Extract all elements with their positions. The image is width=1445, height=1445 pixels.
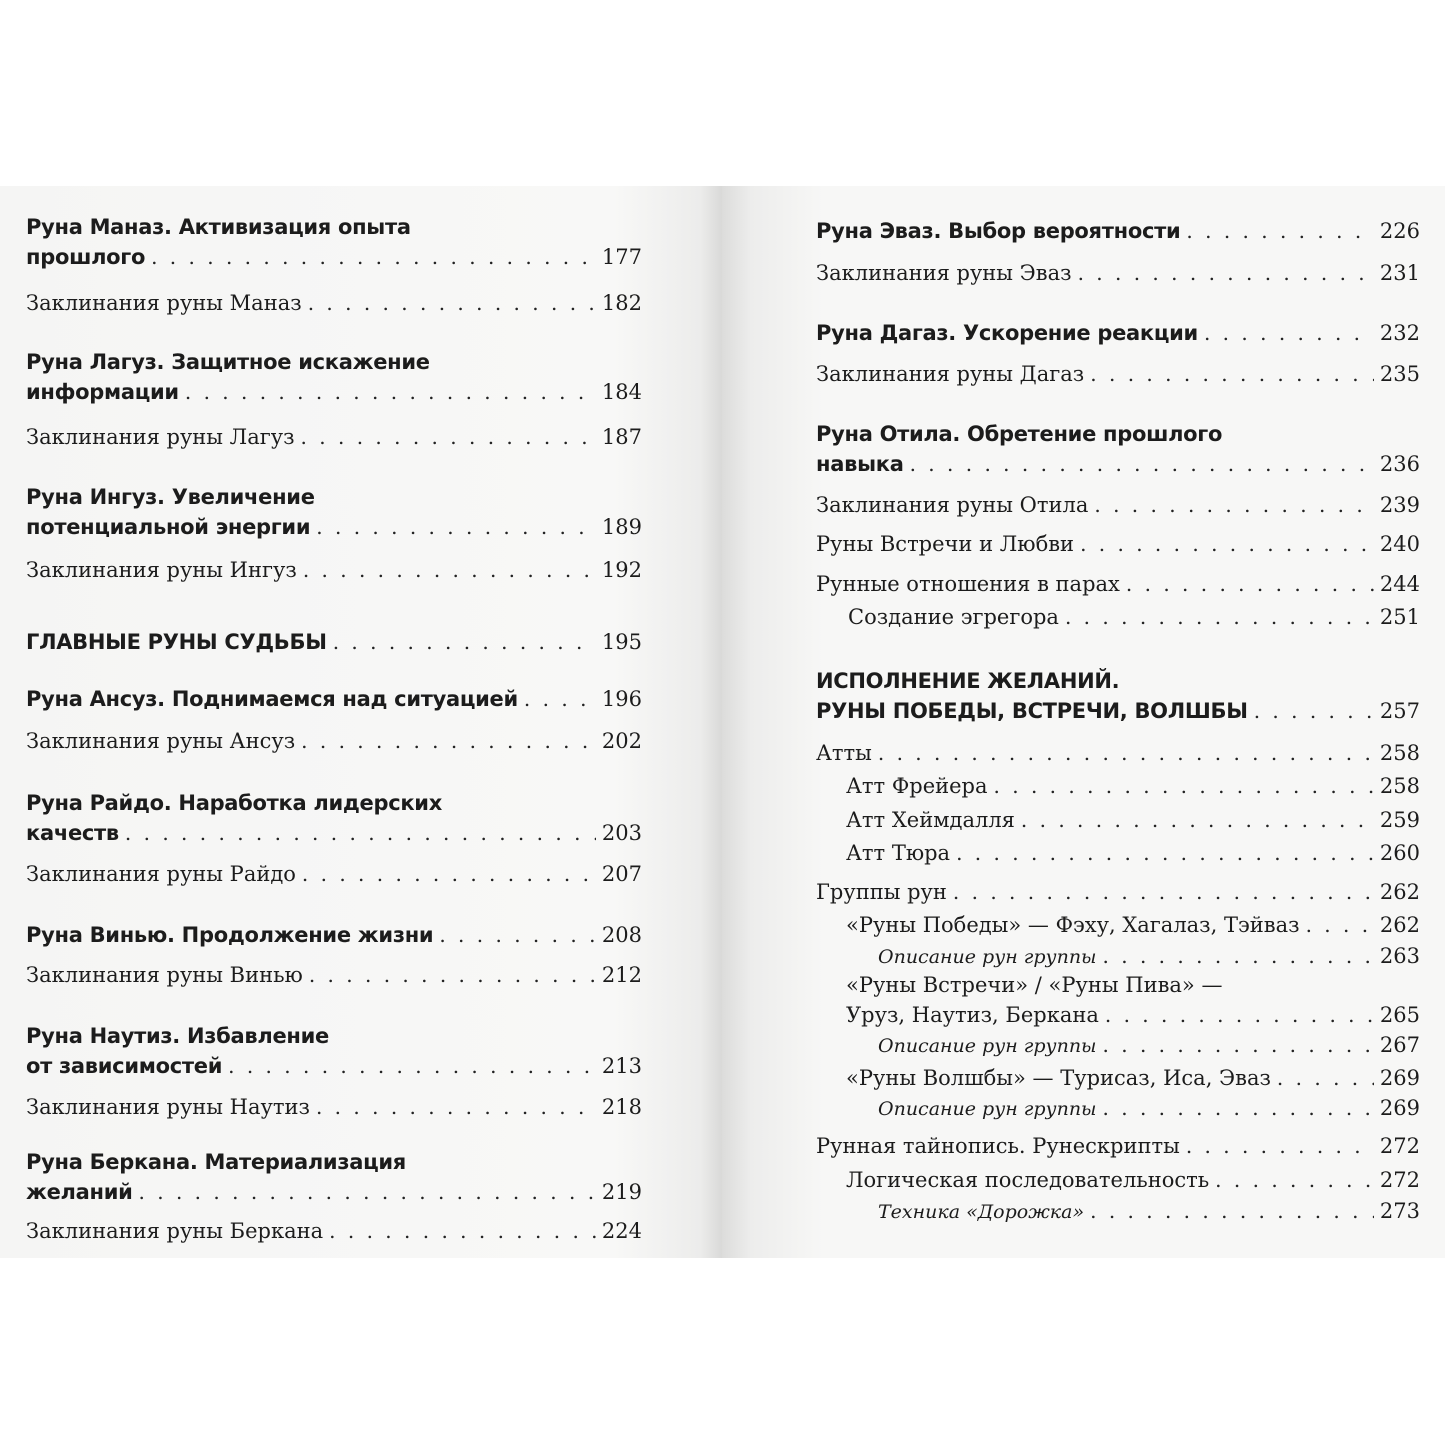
dot-leader [139,1177,596,1207]
dot-leader [1254,696,1374,726]
dot-leader [329,1216,596,1246]
toc-page-number: 251 [1379,605,1420,629]
toc-entry-title: навыка [816,452,904,476]
toc-entry [816,738,1420,768]
toc-entry-title: качеств [26,821,119,845]
dot-leader [301,422,596,452]
toc-entry-title: Руна Дагаз. Ускорение реакции [816,321,1198,345]
dot-leader [1306,910,1374,940]
toc-entry-title: желаний [26,1180,133,1204]
toc-page-number: 258 [1379,774,1420,798]
toc-entry [816,1131,1420,1161]
dot-leader [1080,529,1374,559]
toc-entry-title: Заклинания руны Маназ [26,291,302,315]
toc-page-number: 262 [1379,880,1420,904]
toc-page-number: 257 [1379,699,1420,723]
toc-entry [26,920,642,950]
toc-entry [26,1092,642,1122]
toc-entry-title: Руна Наутиз. Избавление [26,1024,329,1048]
toc-entry [26,1216,642,1246]
toc-page-number: 224 [601,1219,642,1243]
toc-entry [846,805,1420,835]
toc-entry-title: информации [26,380,179,404]
toc-entry [816,877,1420,907]
toc-entry-title: Создание эгрегора [848,605,1059,629]
toc-entry-title: «Руны Встречи» / «Руны Пива» — [846,973,1223,997]
toc-entry [26,347,642,407]
toc-entry [26,859,642,889]
dot-leader [956,838,1374,868]
toc-entry [846,771,1420,801]
toc-page-number: 213 [601,1054,642,1078]
toc-entry [816,258,1420,288]
toc-page-number: 182 [601,291,642,315]
toc-entry [26,627,642,657]
toc-entry-title: Заклинания руны Отила [816,493,1089,517]
toc-page-number: 226 [1379,219,1420,243]
toc-entry-title: Заклинания руны Ансуз [26,729,296,753]
toc-entry [26,212,642,272]
toc-entry [816,318,1420,348]
toc-entry [26,788,642,848]
toc-page-number: 219 [601,1180,642,1204]
dot-leader [1186,216,1374,246]
toc-entry-title: Описание рун группы [878,946,1097,968]
toc-entry-title: Логическая последовательность [846,1168,1210,1192]
toc-entry-title: «Руны Волшбы» — Турисаз, Иса, Эваз [846,1066,1271,1090]
toc-entry-title: Заклинания руны Эваз [816,261,1072,285]
toc-entry-title: Руна Беркана. Материализация [26,1150,406,1174]
dot-leader [309,960,596,990]
toc-entry-title: Атт Хеймдалля [846,808,1015,832]
dot-leader [1094,490,1374,520]
toc-entry-title: ИСПОЛНЕНИЕ ЖЕЛАНИЙ. [816,669,1120,693]
toc-page-number: 203 [601,821,642,845]
toc-page-number: 231 [1379,261,1420,285]
toc-page-number: 218 [601,1095,642,1119]
toc-page-number: 202 [601,729,642,753]
dot-leader [1204,318,1374,348]
toc-page-number: 187 [601,425,642,449]
dot-leader [878,738,1374,768]
toc-entry [26,960,642,990]
toc-entry-title: Атт Фрейера [846,774,988,798]
dot-leader [228,1051,596,1081]
toc-page-number: 265 [1379,1003,1420,1027]
toc-entry-title: Заклинания руны Наутиз [26,1095,310,1119]
toc-page-number: 244 [1379,572,1420,596]
toc-entry [878,1093,1420,1124]
toc-entry [26,1021,642,1081]
toc-entry-title: Атты [816,741,872,765]
toc-entry [26,555,642,585]
toc-entry [878,1196,1420,1227]
toc-entry-title: Атт Тюра [846,841,951,865]
toc-entry-title: Руна Ингуз. Увеличение [26,485,315,509]
dot-leader [1090,1196,1374,1226]
toc-page-number: 232 [1379,321,1420,345]
dot-leader [1103,1030,1374,1060]
toc-entry [846,1165,1420,1195]
toc-entry-title: Группы рун [816,880,947,904]
toc-page-number: 212 [601,963,642,987]
toc-page-number: 189 [601,515,642,539]
toc-page-number: 207 [601,862,642,886]
toc-entry [878,941,1420,972]
toc-entry-title: Руна Эваз. Выбор вероятности [816,219,1181,243]
dot-leader [1103,1093,1374,1123]
toc-entry [816,666,1420,726]
toc-entry-title: «Руны Победы» — Фэху, Хагалаз, Тэйваз [846,913,1300,937]
toc-entry [816,490,1420,520]
toc-entry [816,359,1420,389]
dot-leader [333,627,596,657]
toc-entry [26,726,642,756]
toc-page-number: 208 [601,923,642,947]
dot-leader [302,859,596,889]
dot-leader [125,818,596,848]
toc-entry-title: РУНЫ ПОБЕДЫ, ВСТРЕЧИ, ВОЛШБЫ [816,699,1248,723]
toc-page-number: 273 [1379,1199,1420,1223]
toc-page-number: 239 [1379,493,1420,517]
toc-entry [26,1147,642,1207]
toc-entry-title: Описание рун группы [878,1035,1097,1057]
toc-entry [878,1030,1420,1061]
toc-entry-title: Рунная тайнопись. Рунескрипты [816,1134,1180,1158]
dot-leader [1090,359,1374,389]
toc-entry [816,529,1420,559]
toc-page-number: 235 [1379,362,1420,386]
toc-entry [846,1063,1420,1093]
toc-entry-title: Заклинания руны Ингуз [26,558,297,582]
toc-page-number: 258 [1379,741,1420,765]
toc-page-number: 260 [1379,841,1420,865]
toc-entry-title: Руна Ансуз. Поднимаемся над ситуацией [26,687,518,711]
dot-leader [1186,1131,1374,1161]
toc-page-number: 269 [1379,1066,1420,1090]
toc-entry-title: Заклинания руны Райдо [26,862,296,886]
dot-leader [1126,569,1374,599]
toc-page-number: 259 [1379,808,1420,832]
dot-leader [1277,1063,1374,1093]
dot-leader [316,512,596,542]
dot-leader [1105,1000,1374,1030]
toc-entry-title: Рунные отношения в парах [816,572,1120,596]
dot-leader [303,555,596,585]
dot-leader [316,1092,596,1122]
toc-page-number: 272 [1379,1168,1420,1192]
toc-entry-title: ГЛАВНЫЕ РУНЫ СУДЬБЫ [26,630,327,654]
toc-entry-title: прошлого [26,245,146,269]
toc-page-number: 240 [1379,532,1420,556]
dot-leader [1103,941,1374,971]
toc-page-number: 262 [1379,913,1420,937]
dot-leader [301,726,596,756]
toc-entry [846,910,1420,940]
toc-page-number: 195 [601,630,642,654]
toc-entry-title: от зависимостей [26,1054,223,1078]
toc-entry-title: Техника «Дорожка» [878,1201,1085,1223]
dot-leader [1078,258,1374,288]
toc-entry [846,838,1420,868]
dot-leader [524,684,596,714]
toc-entry-title: Заклинания руны Лагуз [26,425,295,449]
toc-page-number: 267 [1379,1033,1420,1057]
toc-entry-title: Описание рун группы [878,1098,1097,1120]
dot-leader [1215,1165,1374,1195]
toc-entry [816,216,1420,246]
toc-entry [26,684,642,714]
toc-entry [26,482,642,542]
toc-page-number: 184 [601,380,642,404]
toc-entry-title: Заклинания руны Беркана [26,1219,324,1243]
toc-entry-title: Заклинания руны Дагаз [816,362,1085,386]
toc-entry-title: Заклинания руны Винью [26,963,303,987]
dot-leader [910,449,1374,479]
toc-page-number: 177 [601,245,642,269]
dot-leader [1021,805,1374,835]
toc-entry-title: Руна Отила. Обретение прошлого [816,422,1223,446]
toc-entry [816,569,1420,599]
dot-leader [308,288,596,318]
toc-entry-title: Руна Райдо. Наработка лидерских [26,791,442,815]
dot-leader [1065,602,1374,632]
dot-leader [994,771,1374,801]
dot-leader [151,242,596,272]
dot-leader [185,377,596,407]
toc-entry-title: потенциальной энергии [26,515,311,539]
dot-leader [953,877,1374,907]
toc-entry-title: Руна Маназ. Активизация опыта [26,215,411,239]
dot-leader [439,920,596,950]
toc-page-number: 192 [601,558,642,582]
toc-entry [26,422,642,452]
toc-page-number: 196 [601,687,642,711]
toc-entry [846,970,1420,1030]
toc-entry-title: Уруз, Наутиз, Беркана [846,1003,1099,1027]
toc-entry-title: Руна Винью. Продолжение жизни [26,923,434,947]
toc-page-number: 236 [1379,452,1420,476]
toc-entry [26,288,642,318]
toc-entry-title: Руны Встречи и Любви [816,532,1075,556]
toc-page-number: 272 [1379,1134,1420,1158]
toc-page-number: 269 [1379,1096,1420,1120]
toc-entry-title: Руна Лагуз. Защитное искажение [26,350,430,374]
toc-page-number: 263 [1379,944,1420,968]
toc-entry [848,602,1420,632]
toc-entry [816,419,1420,479]
